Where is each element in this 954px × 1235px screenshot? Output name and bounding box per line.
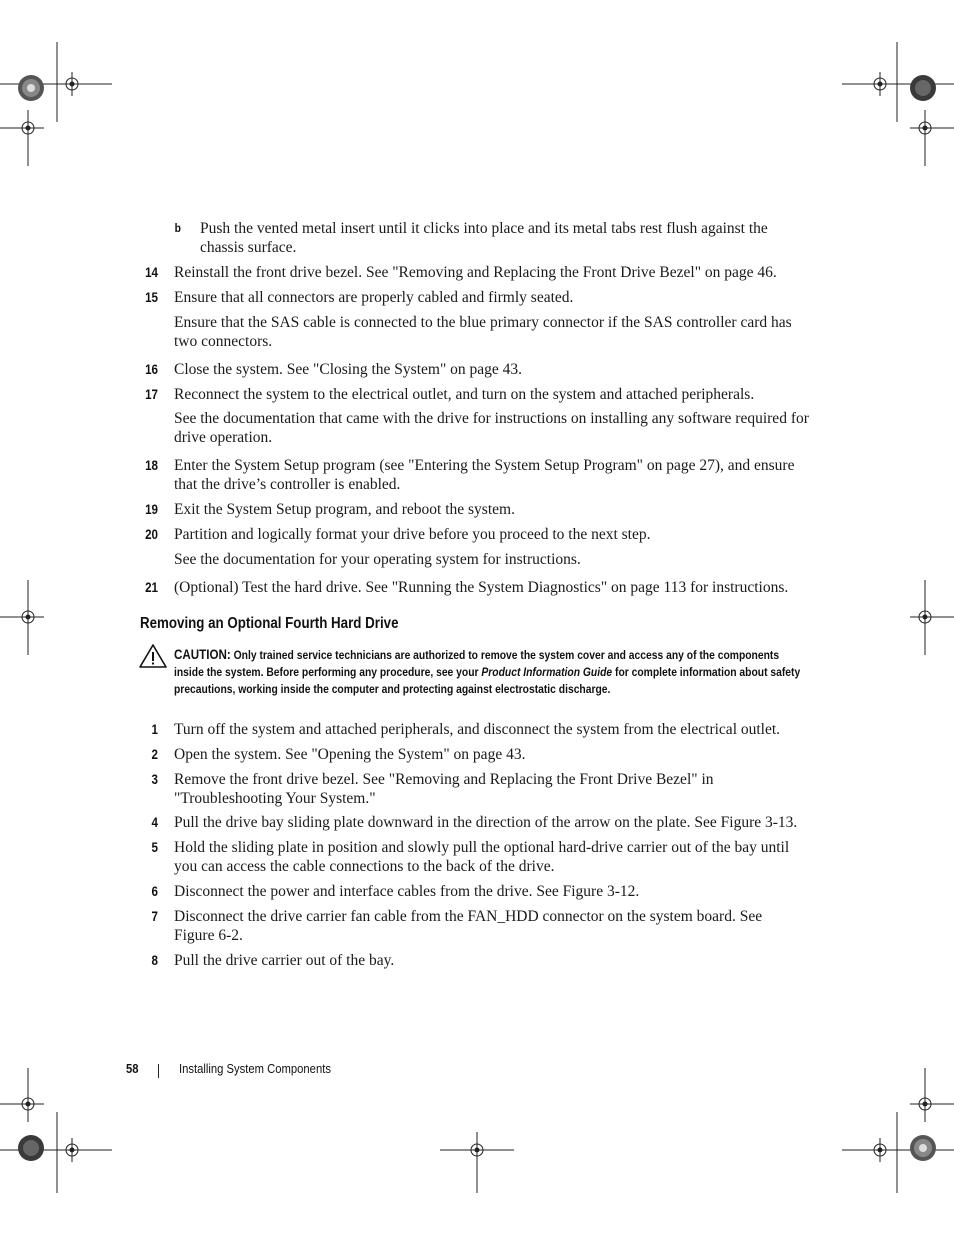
step-text bbox=[174, 550, 819, 569]
caution-guide-name: Product Information Guide bbox=[481, 665, 613, 679]
step-number: 1 bbox=[151, 722, 158, 737]
step-text-line: See the documentation that came with the drive for instructions on installing any software required for bbox=[174, 410, 809, 427]
caution-triangle-icon bbox=[138, 643, 168, 669]
step-text-line: Ensure that the SAS cable is connected to the blue primary connector if the SAS controller card has bbox=[174, 314, 792, 331]
step-text bbox=[174, 838, 819, 876]
step-text-line: drive operation. bbox=[174, 429, 273, 446]
caution-notice bbox=[174, 646, 810, 698]
step-text bbox=[174, 882, 819, 901]
step-number: b bbox=[174, 221, 181, 235]
step-text-line: (Optional) Test the hard drive. See "Running the System Diagnostics" on page 113 for instructions. bbox=[174, 579, 789, 596]
step-text-line: Remove the front drive bezel. See "Removing and Replacing the Front Drive Bezel" in bbox=[174, 771, 714, 788]
step-text bbox=[174, 770, 819, 808]
step-text bbox=[174, 500, 819, 519]
step-text bbox=[174, 907, 819, 945]
step-number: 21 bbox=[145, 580, 158, 595]
step-number: 2 bbox=[151, 747, 158, 762]
step-number: 6 bbox=[151, 884, 158, 899]
step-text bbox=[174, 288, 819, 307]
step-text-line: Close the system. See "Closing the System" on page 43. bbox=[174, 361, 523, 378]
step-number: 17 bbox=[145, 387, 158, 402]
footer-divider bbox=[158, 1064, 159, 1078]
step-text-line: that the drive’s controller is enabled. bbox=[174, 476, 401, 493]
step-text-line: "Troubleshooting Your System." bbox=[174, 790, 376, 807]
starburst-target-br bbox=[910, 1135, 936, 1161]
step-text-line: Pull the drive carrier out of the bay. bbox=[174, 952, 395, 969]
step-number: 5 bbox=[151, 840, 158, 855]
footer-section-title: Installing System Components bbox=[179, 1062, 331, 1076]
step-number: 15 bbox=[145, 290, 158, 305]
step-number: 20 bbox=[145, 527, 158, 542]
step-number: 19 bbox=[145, 502, 158, 517]
starburst-target-tl bbox=[18, 75, 44, 101]
step-number: 4 bbox=[151, 815, 158, 830]
step-text-line: Exit the System Setup program, and reboot the system. bbox=[174, 501, 515, 518]
step-text bbox=[174, 360, 819, 379]
step-number: 7 bbox=[151, 909, 158, 924]
step-text-line: Figure 6-2. bbox=[174, 927, 243, 944]
step-text-line: See the documentation for your operating system for instructions. bbox=[174, 551, 581, 568]
step-text bbox=[174, 745, 819, 764]
caution-text-before: Only trained service technicians are authorized to remove the system cover and access any of the components inside the system. Before performing any procedure, see your bbox=[174, 648, 780, 679]
step-text-line: Pull the drive bay sliding plate downward in the direction of the arrow on the plate. See Figure 3-13. bbox=[174, 814, 798, 831]
step-text-line: Disconnect the drive carrier fan cable from the FAN_HDD connector on the system board. See bbox=[174, 908, 763, 925]
step-text-line: Enter the System Setup program (see "Entering the System Setup Program" on page 27), and ensure bbox=[174, 457, 795, 474]
step-text bbox=[174, 456, 819, 494]
caution-label: CAUTION: bbox=[174, 647, 231, 662]
step-text-line: you can access the cable connections to the back of the drive. bbox=[174, 858, 555, 875]
step-text bbox=[174, 263, 819, 282]
step-text bbox=[174, 813, 819, 832]
step-text bbox=[174, 385, 819, 404]
step-number: 14 bbox=[145, 265, 158, 280]
step-text-line: Partition and logically format your drive before you proceed to the next step. bbox=[174, 526, 651, 543]
step-text-line: Push the vented metal insert until it clicks into place and its metal tabs rest flush against the bbox=[200, 220, 768, 237]
step-text bbox=[174, 409, 819, 447]
step-text-line: Ensure that all connectors are properly cabled and firmly seated. bbox=[174, 289, 574, 306]
starburst-target-bl bbox=[18, 1135, 44, 1161]
step-text-line: Reconnect the system to the electrical outlet, and turn on the system and attached peripherals. bbox=[174, 386, 755, 403]
step-text bbox=[174, 525, 819, 544]
step-text-line: Reinstall the front drive bezel. See "Removing and Replacing the Front Drive Bezel" on page 46. bbox=[174, 264, 777, 281]
step-text-line: chassis surface. bbox=[200, 239, 297, 256]
step-text-line: Disconnect the power and interface cables from the drive. See Figure 3-12. bbox=[174, 883, 640, 900]
step-text bbox=[174, 720, 819, 739]
page-number: 58 bbox=[126, 1062, 139, 1076]
step-text-line: Open the system. See "Opening the System" on page 43. bbox=[174, 746, 526, 763]
step-text bbox=[174, 578, 819, 597]
step-text-line: two connectors. bbox=[174, 333, 273, 350]
caution-text-after: for complete information about safety precautions, working inside the computer and protecting against electrostatic discharge. bbox=[174, 665, 801, 696]
step-number: 18 bbox=[145, 458, 158, 473]
step-text bbox=[174, 313, 819, 351]
starburst-target-tr bbox=[910, 75, 936, 101]
step-number: 3 bbox=[151, 772, 158, 787]
step-text-line: Hold the sliding plate in position and slowly pull the optional hard-drive carrier out of the bay until bbox=[174, 839, 790, 856]
step-number: 8 bbox=[151, 953, 158, 968]
step-text bbox=[174, 951, 819, 970]
step-text-line: Turn off the system and attached peripherals, and disconnect the system from the electrical outlet. bbox=[174, 721, 781, 738]
step-text bbox=[200, 219, 820, 257]
section-heading: Removing an Optional Fourth Hard Drive bbox=[140, 615, 399, 632]
step-number: 16 bbox=[145, 362, 158, 377]
